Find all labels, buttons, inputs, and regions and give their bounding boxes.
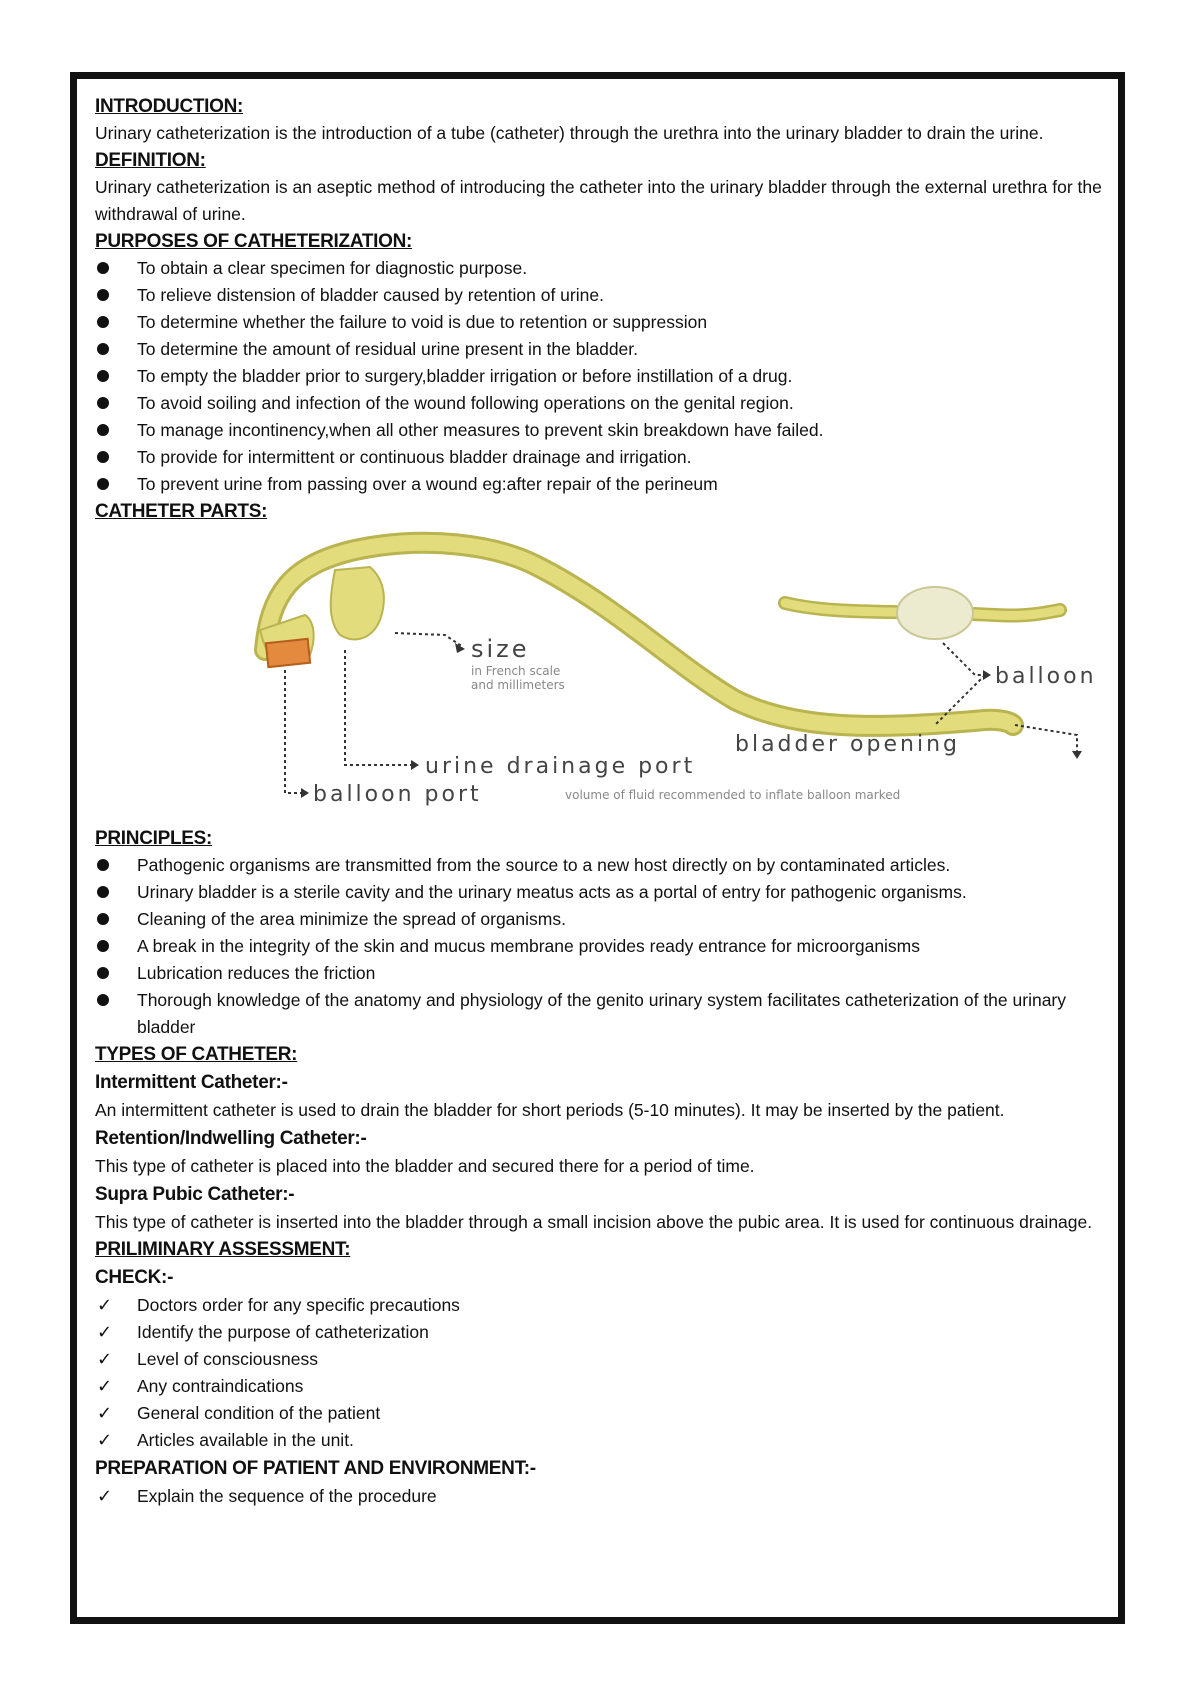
check-icon: ✓ [97,1322,113,1342]
balloon-port-note: volume of fluid recommended to inflate balloon marked [565,788,901,802]
size-label: size [471,635,530,663]
bullet-icon [97,906,121,933]
list-item: ✓ Level of consciousness [95,1346,1104,1373]
list-item: To avoid soiling and infection of the wound following operations on the genital region. [95,390,1104,417]
suprapubic-text: This type of catheter is inserted into the bladder through a small incision above the pubic area. It is used for continuous drainage. [95,1212,1093,1232]
bullet-icon [97,309,121,336]
list-item: To relieve distension of bladder caused by retention of urine. [95,282,1104,309]
balloon-port-cap [266,639,310,667]
bullet-icon [97,960,121,987]
bullet-icon [97,282,121,309]
balloon-shape [897,587,973,639]
list-item: ✓ Doctors order for any specific precautions [95,1292,1104,1319]
catheter-illustration [95,525,1115,825]
bullet-icon [97,987,121,1014]
urine-drainage-port-label: urine drainage port [425,754,696,779]
retention-text: This type of catheter is placed into the bladder and secured there for a period of time. [95,1156,755,1176]
check-icon: ✓ [97,1486,113,1506]
drainage-port-shape [331,567,384,639]
check-icon: ✓ [97,1349,113,1369]
assessment-list [95,1292,1104,1454]
purposes-list [95,255,1104,498]
preparation-heading: PREPARATION OF PATIENT AND ENVIRONMENT:- [95,1458,536,1479]
bullet-icon [97,336,121,363]
bullet-icon [97,417,121,444]
page-frame [70,72,1125,1624]
preparation-list [95,1483,1104,1510]
list-item: Lubrication reduces the friction [95,960,1104,987]
balloon-label: balloon [995,664,1097,689]
list-item: Thorough knowledge of the anatomy and physiology of the genito urinary system facilitates catheterization of the urinary bladder [95,987,1104,1041]
catheter-parts-heading: CATHETER PARTS: [95,501,268,522]
bullet-icon [97,852,121,879]
list-item: To prevent urine from passing over a wound eg:after repair of the perineum [95,471,1104,498]
catheter-diagram [95,525,1115,825]
bullet-icon [97,471,121,498]
list-item: ✓ Any contraindications [95,1373,1104,1400]
document-content [95,93,1104,1510]
bullet-icon [97,255,121,282]
list-item: Urinary bladder is a sterile cavity and the urinary meatus acts as a portal of entry for pathogenic organisms. [95,879,1104,906]
list-item: ✓ General condition of the patient [95,1400,1104,1427]
list-item: To empty the bladder prior to surgery,bladder irrigation or before instillation of a drug. [95,363,1104,390]
check-icon: ✓ [97,1295,113,1315]
introduction-heading: INTRODUCTION: [95,96,244,117]
list-item: ✓ Identify the purpose of catheterization [95,1319,1104,1346]
list-item: To determine whether the failure to void is due to retention or suppression [95,309,1104,336]
intermittent-text: An intermittent catheter is used to drain the bladder for short periods (5-10 minutes). It may be inserted by the patient. [95,1100,1005,1120]
bullet-icon [97,879,121,906]
bullet-icon [97,390,121,417]
check-icon: ✓ [97,1430,113,1450]
bullet-icon [97,363,121,390]
check-icon: ✓ [97,1403,113,1423]
check-title: CHECK:- [95,1267,174,1288]
list-item: To provide for intermittent or continuous bladder drainage and irrigation. [95,444,1104,471]
check-icon: ✓ [97,1376,113,1396]
retention-title: Retention/Indwelling Catheter:- [95,1128,367,1149]
principles-list [95,852,1104,1041]
list-item: Cleaning of the area minimize the spread of organisms. [95,906,1104,933]
bullet-icon [97,444,121,471]
size-note-2: and millimeters [471,678,565,692]
types-heading: TYPES OF CATHETER: [95,1044,298,1065]
list-item: To obtain a clear specimen for diagnostic purpose. [95,255,1104,282]
suprapubic-title: Supra Pubic Catheter:- [95,1184,295,1205]
list-item: ✓ Explain the sequence of the procedure [95,1483,1104,1510]
balloon-port-label: balloon port [313,782,482,807]
principles-heading: PRINCIPLES: [95,828,213,849]
bladder-opening-label: bladder opening [735,732,960,757]
definition-text: Urinary catheterization is an aseptic method of introducing the catheter into the urinary bladder through the external urethra for the withdrawal of urine. [95,177,1102,224]
list-item: ✓ Articles available in the unit. [95,1427,1104,1454]
list-item: A break in the integrity of the skin and mucus membrane provides ready entrance for microorganisms [95,933,1104,960]
assessment-heading: PRILIMINARY ASSESSMENT: [95,1239,351,1260]
list-item: Pathogenic organisms are transmitted from the source to a new host directly on by contaminated articles. [95,852,1104,879]
purposes-heading: PURPOSES OF CATHETERIZATION: [95,231,413,252]
introduction-text: Urinary catheterization is the introduction of a tube (catheter) through the urethra into the urinary bladder to drain the urine. [95,123,1044,143]
intermittent-title: Intermittent Catheter:- [95,1072,288,1093]
definition-heading: DEFINITION: [95,150,206,171]
list-item: To manage incontinency,when all other measures to prevent skin breakdown have failed. [95,417,1104,444]
size-note-1: in French scale [471,664,561,678]
list-item: To determine the amount of residual urine present in the bladder. [95,336,1104,363]
bullet-icon [97,933,121,960]
